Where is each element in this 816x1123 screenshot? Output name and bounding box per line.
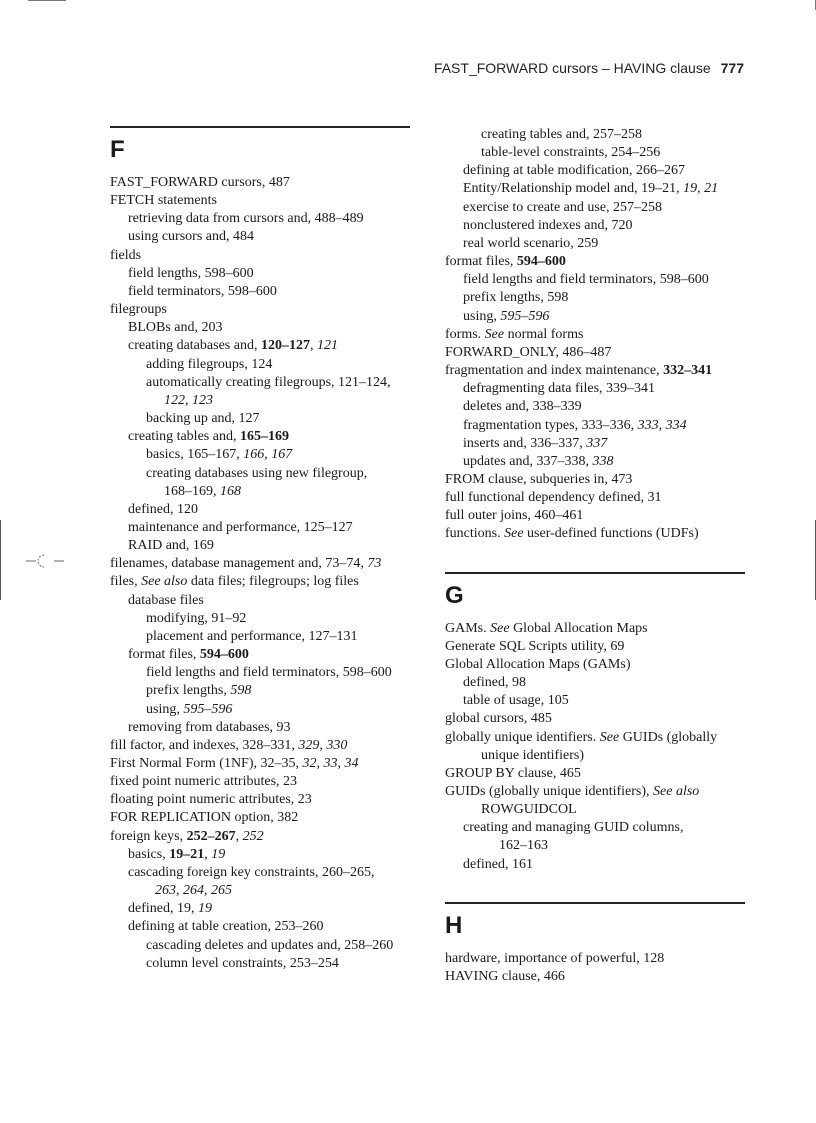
index-subentry: field lengths and field terminators, 598–600 (463, 272, 709, 288)
index-subentry: defining at table modification, 266–267 (463, 163, 686, 179)
section-letter-h: H (445, 911, 463, 939)
index-subentry: table-level constraints, 254–256 (481, 145, 661, 161)
index-subentry: column level constraints, 253–254 (146, 955, 339, 971)
index-entry: FETCH statements (110, 193, 217, 209)
index-subentry: creating databases using new filegroup, (146, 465, 368, 481)
index-subentry: 168–169, 168 (164, 483, 241, 499)
section-rule (110, 126, 410, 128)
index-entry: forms. See normal forms (445, 326, 584, 342)
section-rule (445, 572, 745, 574)
section-gap (445, 544, 745, 572)
index-entry: filegroups (110, 302, 167, 318)
index-subentry: 162–163 (499, 838, 548, 854)
section-letter-g: G (445, 581, 464, 609)
index-subentry: defined, 120 (128, 501, 198, 517)
index-entry: global cursors, 485 (445, 711, 552, 727)
index-subentry: ROWGUIDCOL (481, 802, 577, 818)
index-subentry: 122, 123 (164, 392, 213, 408)
index-subentry: modifying, 91–92 (146, 610, 247, 626)
index-entry: files, See also data files; filegroups; log files (110, 574, 359, 590)
index-subentry: inserts and, 336–337, 337 (463, 435, 608, 451)
crop-mark-top (28, 0, 66, 1)
index-subentry: creating tables and, 165–169 (128, 429, 289, 445)
index-subentry: field lengths and field terminators, 598–600 (146, 665, 392, 681)
index-entry: full outer joins, 460–461 (445, 508, 584, 524)
index-entry: FAST_FORWARD cursors, 487 (110, 175, 290, 190)
index-entry: hardware, importance of powerful, 128 (445, 950, 665, 966)
index-entry: GROUP BY clause, 465 (445, 765, 581, 781)
index-subentry: defined, 19, 19 (128, 901, 212, 917)
index-entry: HAVING clause, 466 (445, 968, 565, 984)
index-entry: foreign keys, 252–267, 252 (110, 828, 264, 844)
index-entry: functions. See user-defined functions (UDFs) (445, 526, 699, 542)
index-subentry: Entity/Relationship model and, 19–21, 19, 21 (463, 181, 719, 197)
index-subentry: exercise to create and use, 257–258 (463, 199, 663, 215)
index-subentry: removing from databases, 93 (128, 719, 291, 735)
page-number: 777 (720, 60, 744, 76)
index-entry: Generate SQL Scripts utility, 69 (445, 638, 625, 654)
index-subentry: creating tables and, 257–258 (481, 127, 642, 142)
side-mark-left (0, 520, 1, 600)
index-subentry: retrieving data from cursors and, 488–489 (128, 211, 364, 227)
index-subentry: defining at table creation, 253–260 (128, 919, 324, 935)
index-subentry: creating and managing GUID columns, (463, 820, 684, 836)
index-entry: format files, 594–600 (445, 254, 566, 270)
index-subentry: maintenance and performance, 125–127 (128, 519, 353, 535)
index-subentry: updates and, 337–338, 338 (463, 453, 614, 469)
index-subentry: field lengths, 598–600 (128, 265, 254, 281)
index-subentry: basics, 165–167, 166, 167 (146, 447, 293, 463)
section-rule (445, 902, 745, 904)
index-subentry: using, 595–596 (463, 308, 550, 324)
index-subentry: automatically creating filegroups, 121–124, (146, 374, 391, 390)
index-subentry: adding filegroups, 124 (146, 356, 273, 372)
index-subentry: placement and performance, 127–131 (146, 628, 358, 644)
index-subentry: cascading deletes and updates and, 258–260 (146, 937, 394, 953)
index-entry: fill factor, and indexes, 328–331, 329, 330 (110, 737, 348, 753)
index-subentry: cascading foreign key constraints, 260–265, (128, 864, 375, 880)
index-subentry: defined, 161 (463, 856, 533, 872)
index-entry: GAMs. See Global Allocation Maps (445, 620, 648, 636)
index-subentry: prefix lengths, 598 (463, 290, 569, 306)
index-entry: fixed point numeric attributes, 23 (110, 774, 298, 790)
index-subentry: unique identifiers) (481, 747, 585, 763)
index-subentry: deletes and, 338–339 (463, 399, 582, 415)
index-subentry: prefix lengths, 598 (146, 683, 252, 699)
index-subentry: defragmenting data files, 339–341 (463, 381, 656, 397)
index-subentry: RAID and, 169 (128, 538, 214, 554)
index-entry: First Normal Form (1NF), 32–35, 32, 33, 34 (110, 756, 359, 771)
index-subentry: nonclustered indexes and, 720 (463, 217, 633, 233)
index-subentry: 263, 264, 265 (155, 883, 232, 899)
index-entry: floating point numeric attributes, 23 (110, 792, 312, 808)
index-subentry: table of usage, 105 (463, 693, 569, 709)
index-subentry: fragmentation types, 333–336, 333, 334 (463, 417, 687, 433)
index-entry: FROM clause, subqueries in, 473 (445, 471, 633, 487)
index-subentry: using cursors and, 484 (128, 229, 254, 245)
index-subentry: field terminators, 598–600 (128, 283, 277, 299)
index-entry: filenames, database management and, 73–74, 73 (110, 556, 382, 572)
index-column-right (445, 126, 745, 986)
index-entry: full functional dependency defined, 31 (445, 490, 662, 506)
index-column-left (110, 126, 410, 973)
index-subentry: real world scenario, 259 (463, 235, 599, 251)
index-subentry: BLOBs and, 203 (128, 320, 223, 336)
index-entry: FOR REPLICATION option, 382 (110, 810, 299, 826)
section-letter-f: F (110, 136, 125, 163)
index-entry: FORWARD_ONLY, 486–487 (445, 344, 612, 360)
index-subentry: database files (128, 592, 204, 608)
index-subentry: format files, 594–600 (128, 647, 249, 663)
index-entry: globally unique identifiers. See GUIDs (globally (445, 729, 718, 745)
index-entry: Global Allocation Maps (GAMs) (445, 656, 631, 672)
index-subentry: basics, 19–21, 19 (128, 846, 226, 862)
index-entry: GUIDs (globally unique identifiers), See also (445, 784, 700, 799)
index-subentry: backing up and, 127 (146, 411, 260, 427)
index-subentry: using, 595–596 (146, 701, 233, 717)
index-subentry: creating databases and, 120–127, 121 (128, 338, 338, 354)
index-entry: fields (110, 247, 142, 263)
index-subentry: defined, 98 (463, 675, 526, 691)
section-gap (445, 874, 745, 902)
running-head-title: FAST_FORWARD cursors – HAVING clause (433, 60, 711, 76)
index-entry: fragmentation and index maintenance, 332–341 (445, 363, 713, 379)
registration-mark-icon (26, 553, 66, 569)
running-head (434, 60, 744, 76)
